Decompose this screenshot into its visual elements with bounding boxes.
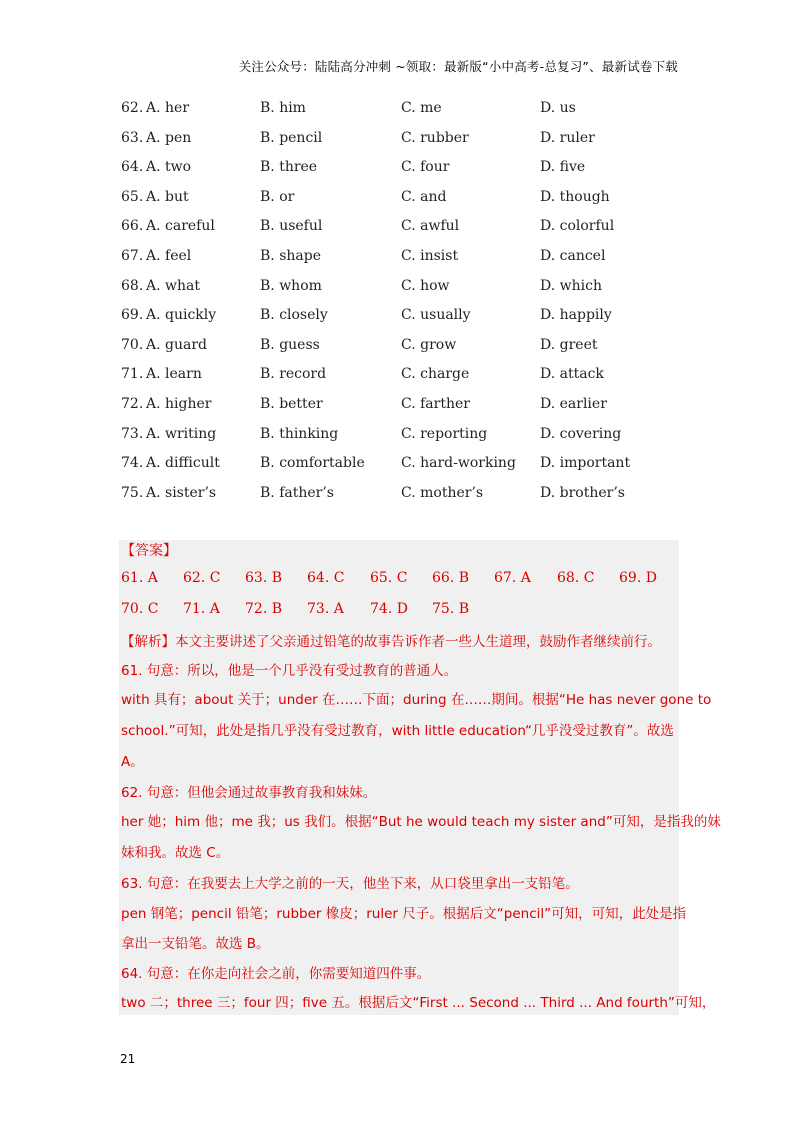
question-row: [0, 304, 800, 326]
question-number: 74.: [121, 455, 144, 472]
option-a: A. difficult: [146, 455, 220, 472]
option-b: B. him: [260, 100, 306, 116]
question-number: 71.: [121, 366, 144, 383]
option-d: D. us: [540, 100, 576, 116]
page-header: 关注公众号：陆陆高分冲刺 ~领取：最新版“小中高考-总复习”、最新试卷下载: [238, 59, 678, 74]
option-b: B. pencil: [260, 129, 323, 146]
option-b: B. better: [260, 396, 323, 412]
analysis-line: 62. 句意：但他会通过故事教育我和妹妹。: [121, 785, 377, 801]
option-c: C. awful: [401, 218, 460, 235]
question-number: 70.: [121, 336, 144, 353]
option-c: C. insist: [401, 248, 459, 264]
question-number: 73.: [121, 425, 144, 442]
analysis-line: two 二；three 三；four 四；five 五。根据后文“First ... Second ... Third ... And fourth”可知，: [121, 995, 716, 1011]
option-a: A. careful: [146, 218, 215, 235]
option-c: C. farther: [401, 396, 470, 412]
option-c: C. charge: [401, 366, 470, 383]
option-c: C. reporting: [401, 425, 488, 442]
option-c: C. rubber: [401, 129, 469, 146]
question-row: [0, 275, 800, 297]
question-number: 64.: [121, 159, 144, 176]
option-c: C. mother’s: [401, 484, 484, 501]
analysis-line: 【解析】本文主要讲述了父亲通过铅笔的故事告诉作者一些人生道理，鼓励作者继续前行。: [121, 634, 661, 650]
option-d: D. happily: [540, 307, 612, 324]
option-d: D. five: [540, 159, 586, 176]
option-d: D. brother’s: [540, 484, 625, 501]
option-a: A. quickly: [146, 307, 217, 324]
question-number: 65.: [121, 188, 144, 205]
answer-key-item: 65. C: [370, 570, 408, 586]
answer-key-item: 68. C: [557, 570, 595, 586]
analysis-line: 61. 句意：所以，他是一个几乎没有受过教育的普通人。: [121, 663, 458, 679]
analysis-line: A。: [121, 754, 144, 770]
option-b: B. shape: [260, 248, 321, 264]
answer-key-item: 61. A: [121, 570, 158, 586]
answer-key-item: 66. B: [432, 570, 470, 586]
question-row: [0, 334, 800, 356]
question-number: 72.: [121, 396, 144, 412]
analysis-line: school.”可知，此处是指几乎没有受过教育，with little education“几乎没受过教育”。故选: [121, 723, 674, 739]
analysis-line: her 她；him 他；me 我；us 我们。根据“But he would teach my sister and”可知，是指我的妹: [121, 814, 721, 830]
answer-key-item: 70. C: [121, 601, 159, 617]
question-row: [0, 423, 800, 445]
option-c: C. hard-working: [401, 455, 516, 472]
answer-key-row: [0, 570, 800, 592]
option-d: D. which: [540, 277, 602, 294]
option-d: D. greet: [540, 336, 598, 353]
option-a: A. two: [146, 159, 192, 176]
option-d: D. though: [540, 188, 610, 205]
option-b: B. or: [260, 188, 295, 205]
option-b: B. useful: [260, 218, 323, 235]
analysis-line: 63. 句意：在我要去上大学之前的一天，他坐下来，从口袋里拿出一支铅笔。: [121, 876, 579, 892]
option-c: C. how: [401, 277, 450, 294]
question-row: [0, 97, 800, 119]
option-a: A. her: [146, 100, 190, 116]
question-row: [0, 363, 800, 385]
option-d: D. earlier: [540, 396, 607, 412]
question-number: 68.: [121, 277, 144, 294]
answer-key-row: [0, 601, 800, 623]
question-number: 63.: [121, 129, 144, 146]
page-number: 21: [120, 1052, 136, 1066]
option-b: B. record: [260, 366, 327, 383]
option-a: A. writing: [146, 425, 217, 442]
answer-key-item: 72. B: [245, 601, 283, 617]
option-d: D. cancel: [540, 248, 606, 264]
answer-key-item: 64. C: [307, 570, 345, 586]
question-number: 69.: [121, 307, 144, 324]
option-d: D. ruler: [540, 129, 595, 146]
question-row: [0, 393, 800, 415]
option-b: B. comfortable: [260, 455, 365, 472]
option-d: D. colorful: [540, 218, 615, 235]
question-row: [0, 127, 800, 149]
option-b: B. whom: [260, 277, 322, 294]
question-number: 67.: [121, 248, 144, 264]
analysis-line: 拿出一支铅笔。故选 B。: [121, 936, 270, 952]
option-d: D. attack: [540, 366, 604, 383]
option-a: A. feel: [146, 248, 192, 264]
question-row: [0, 452, 800, 474]
answer-key-item: 73. A: [307, 601, 344, 617]
answer-key-item: 67. A: [494, 570, 531, 586]
analysis-line: pen 钢笔；pencil 铅笔；rubber 橡皮；ruler 尺子。根据后文“pencil”可知，可知，此处是指: [121, 906, 687, 922]
option-a: A. higher: [146, 396, 212, 412]
question-number: 62.: [121, 100, 144, 116]
question-row: [0, 245, 800, 267]
analysis-line: 64. 句意：在你走向社会之前，你需要知道四件事。: [121, 966, 431, 982]
option-c: C. four: [401, 159, 450, 176]
option-b: B. father’s: [260, 484, 334, 501]
option-a: A. sister’s: [146, 484, 217, 501]
analysis-line: with 具有；about 关于；under 在……下面；during 在……期间。根据“He has never gone to: [121, 692, 712, 708]
answer-key-item: 75. B: [432, 601, 470, 617]
option-b: B. closely: [260, 307, 328, 324]
option-c: C. and: [401, 188, 447, 205]
answer-heading: 【答案】: [121, 543, 177, 559]
answer-key-item: 63. B: [245, 570, 283, 586]
option-d: D. covering: [540, 425, 622, 442]
answer-key-item: 69. D: [619, 570, 657, 586]
question-number: 75.: [121, 484, 144, 501]
question-row: [0, 482, 800, 504]
option-b: B. guess: [260, 336, 320, 353]
option-c: C. grow: [401, 336, 457, 353]
answer-key-item: 74. D: [370, 601, 408, 617]
option-a: A. learn: [146, 366, 202, 383]
option-c: C. usually: [401, 307, 471, 324]
question-row: [0, 186, 800, 208]
question-number: 66.: [121, 218, 144, 235]
question-row: [0, 156, 800, 178]
option-a: A. guard: [146, 336, 207, 353]
option-b: B. three: [260, 159, 318, 176]
option-c: C. me: [401, 100, 442, 116]
option-a: A. what: [146, 277, 200, 294]
question-row: [0, 215, 800, 237]
analysis-line: 妹和我。故选 C。: [121, 845, 230, 861]
option-a: A. but: [146, 188, 189, 205]
option-d: D. important: [540, 455, 631, 472]
option-b: B. thinking: [260, 425, 339, 442]
answer-key-item: 71. A: [183, 601, 220, 617]
option-a: A. pen: [146, 129, 192, 146]
answer-key-item: 62. C: [183, 570, 221, 586]
